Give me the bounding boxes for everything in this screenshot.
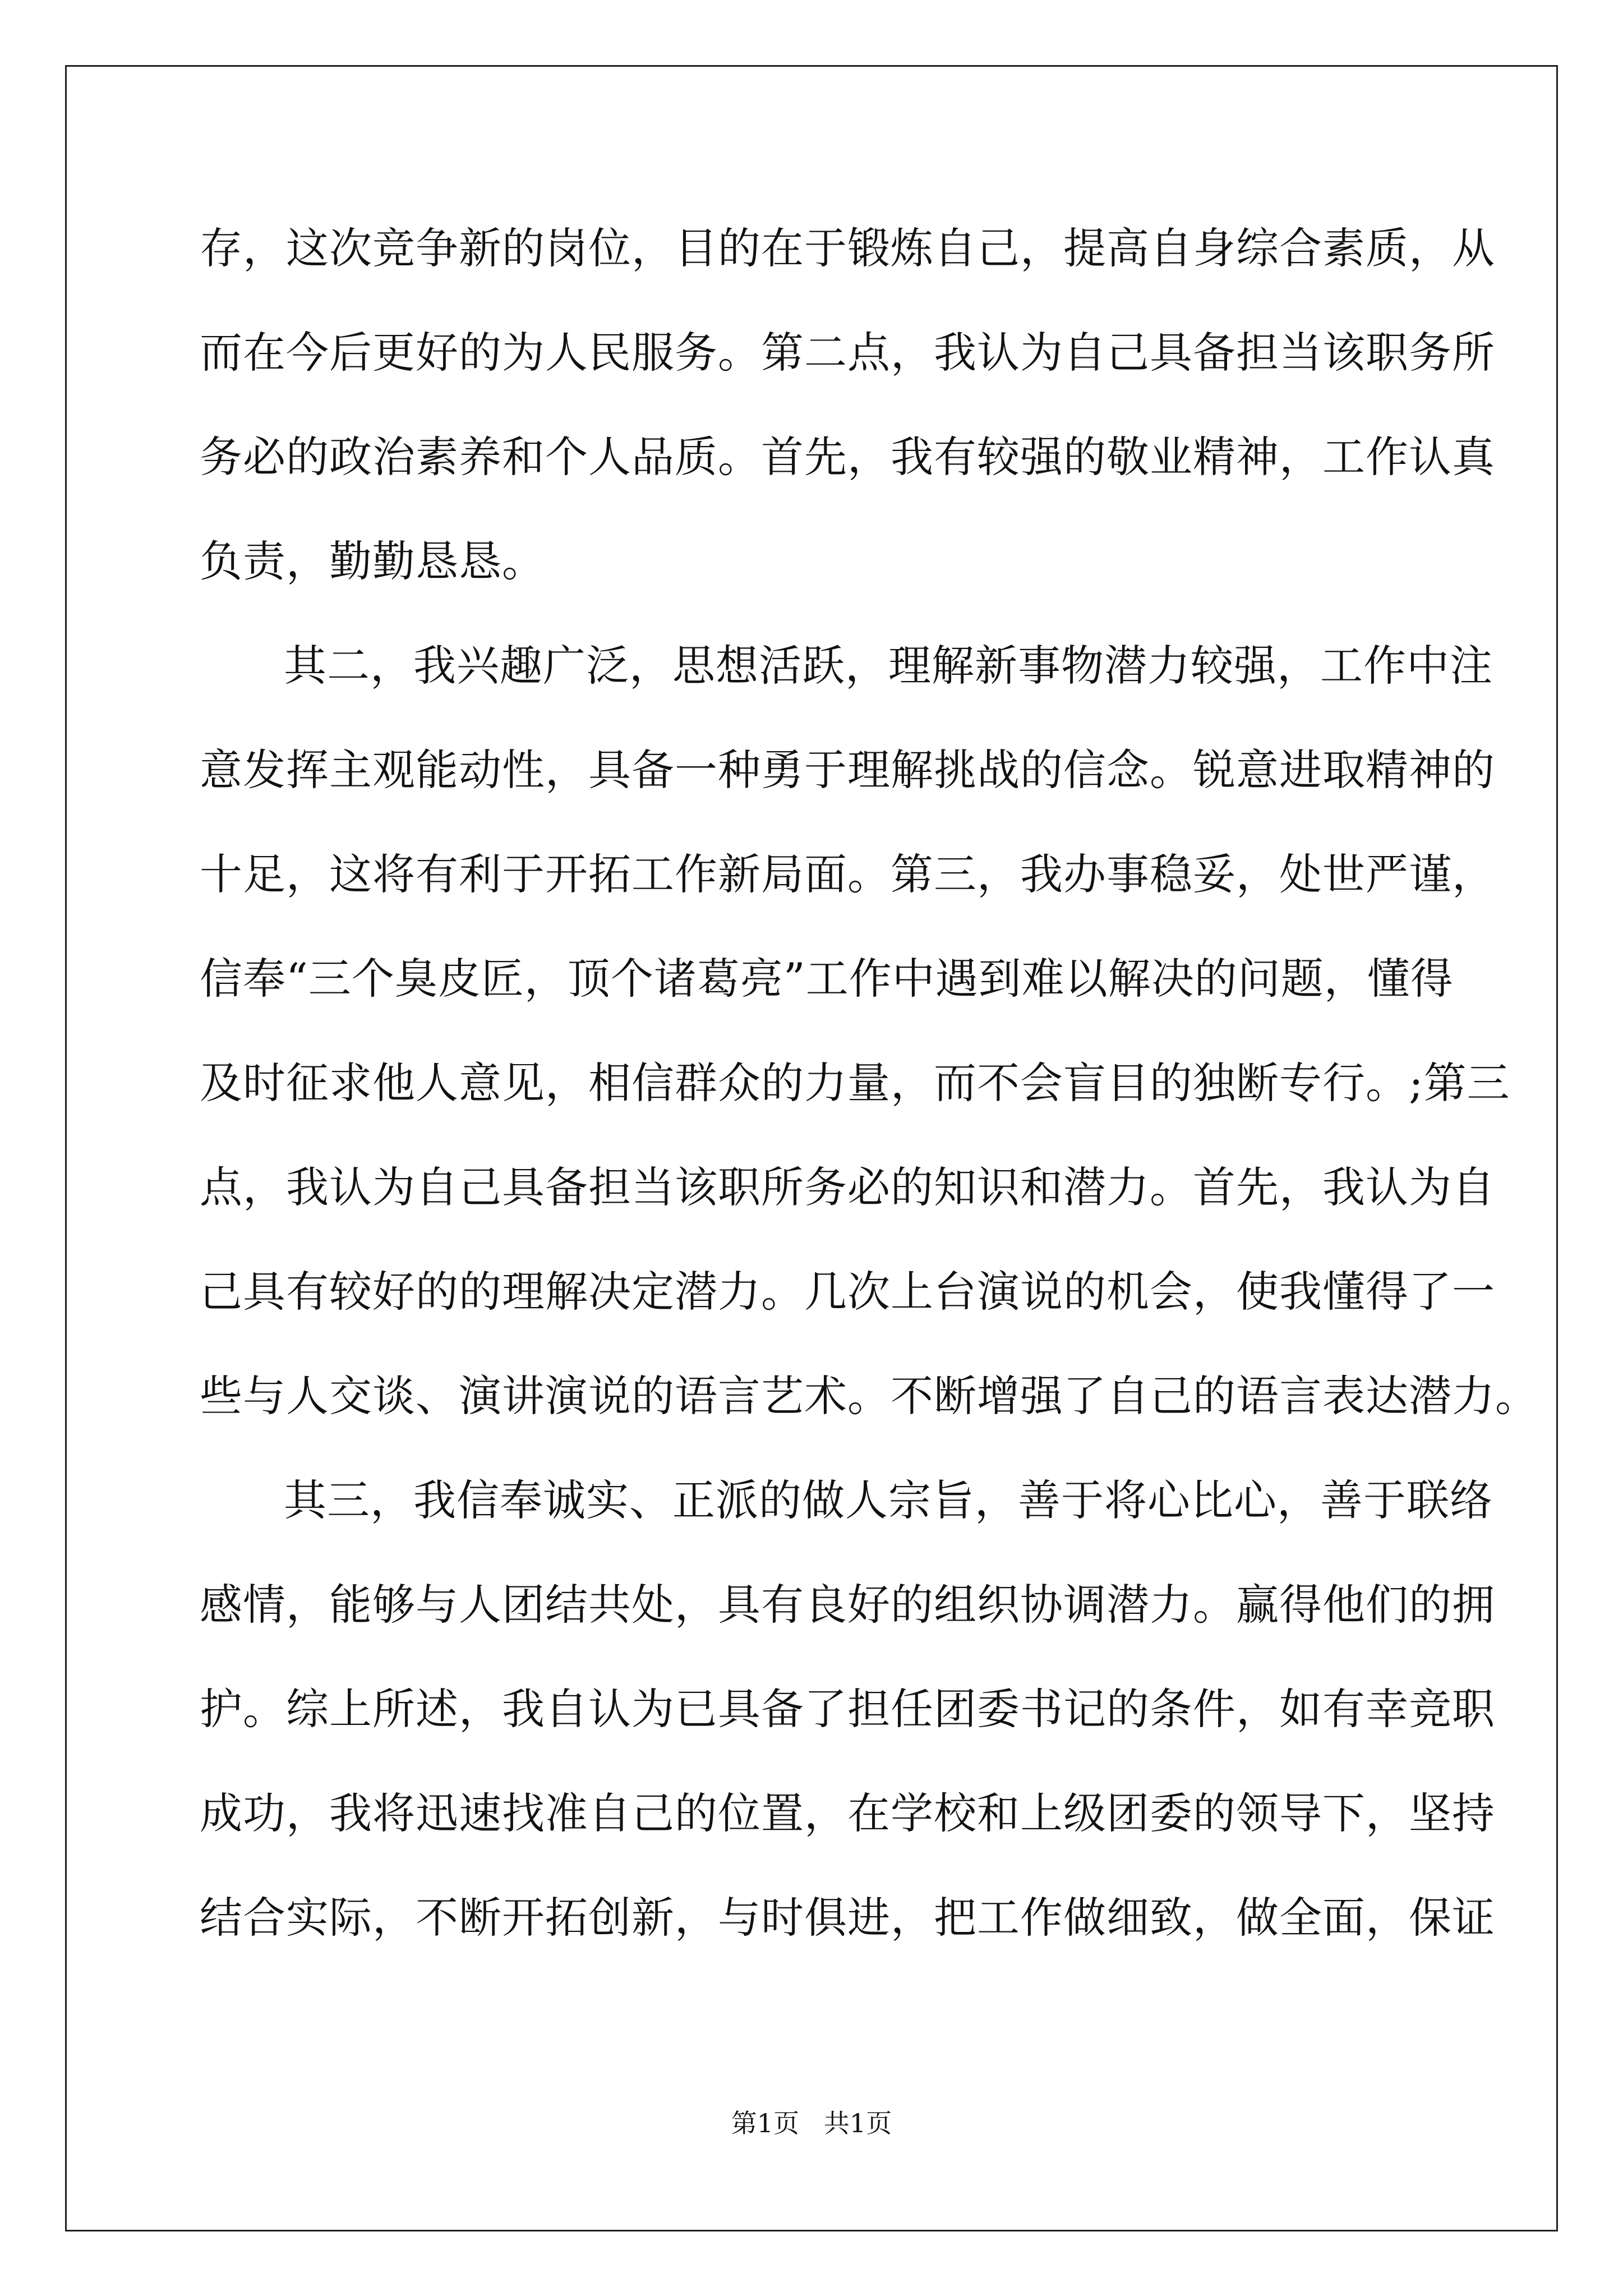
text-line-8: 信奉“三个臭皮匠，顶个诸葛亮”工作中遇到难以解决的问题，懂得 — [200, 954, 1454, 1004]
text-line-10: 点，我认为自己具备担当该职所务必的知识和潜力。首先，我认为自 — [200, 1162, 1495, 1212]
text-line-4: 负责，勤勤恳恳。 — [200, 536, 545, 586]
text-line-6: 意发挥主观能动性，具备一种勇于理解挑战的信念。锐意进取精神的 — [200, 745, 1495, 795]
text-line-3: 务必的政治素养和个人品质。首先，我有较强的敬业精神，工作认真 — [200, 432, 1495, 482]
page-number-footer: 第1页 共1页 — [731, 2108, 892, 2138]
text-line-5: 其二，我兴趣广泛，思想活跃，理解新事物潜力较强，工作中注 — [284, 641, 1493, 691]
text-line-17: 结合实际，不断开拓创新，与时俱进，把工作做细致，做全面，保证 — [200, 1893, 1495, 1943]
text-line-15: 护。综上所述，我自认为已具备了担任团委书记的条件，如有幸竞职 — [200, 1684, 1495, 1734]
text-line-13: 其三，我信奉诚实、正派的做人宗旨，善于将心比心，善于联络 — [284, 1475, 1493, 1525]
text-line-2: 而在今后更好的为人民服务。第二点，我认为自己具备担当该职务所 — [200, 328, 1495, 378]
text-line-7: 十足，这将有利于开拓工作新局面。第三，我办事稳妥，处世严谨， — [200, 849, 1495, 899]
text-line-9: 及时征求他人意见，相信群众的力量，而不会盲目的独断专行。;第三 — [200, 1058, 1510, 1108]
text-line-11: 己具有较好的的理解决定潜力。几次上台演说的机会，使我懂得了一 — [200, 1267, 1495, 1317]
text-line-16: 成功，我将迅速找准自己的位置，在学校和上级团委的领导下，坚持 — [200, 1788, 1495, 1838]
text-line-14: 感情，能够与人团结共处，具有良好的组织协调潜力。赢得他们的拥 — [200, 1580, 1495, 1630]
text-line-12: 些与人交谈、演讲演说的语言艺术。不断增强了自己的语言表达潜力。 — [200, 1371, 1538, 1421]
text-line-1: 存，这次竞争新的岗位，目的在于锻炼自己，提高自身综合素质，从 — [200, 223, 1495, 273]
